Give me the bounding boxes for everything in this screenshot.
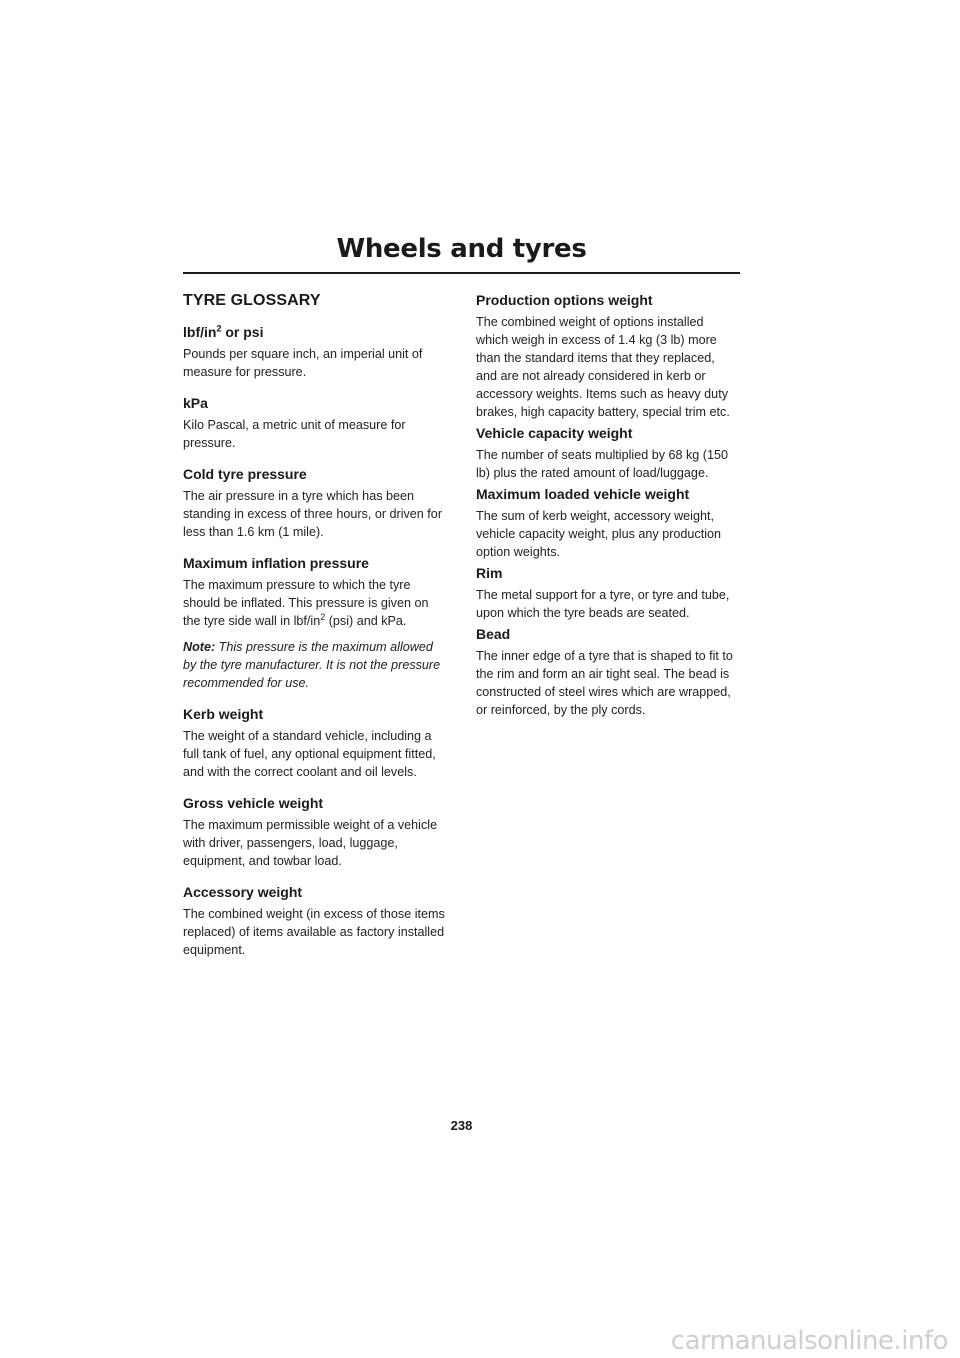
- glossary-entry: [183, 555, 445, 692]
- note: [183, 638, 445, 692]
- glossary-definition: The maximum pressure to which the tyre should be inflated. This pressure is given on the tyre side wall in lbf/$in^2$ (psi) and kPa.: [183, 578, 429, 628]
- glossary-term: Maximum loaded vehicle weight: [476, 486, 690, 502]
- glossary-entry: [476, 425, 738, 482]
- glossary-term: Cold tyre pressure: [183, 466, 307, 482]
- glossary-term: Rim: [476, 565, 503, 581]
- glossary-term: Production options weight: [476, 292, 653, 308]
- glossary-definition: The weight of a standard vehicle, including a full tank of fuel, any optional equipment fitted, and with the correct coolant and oil levels.: [183, 729, 436, 779]
- glossary-term: Vehicle capacity weight: [476, 425, 633, 441]
- glossary-definition: The combined weight of options installed which weigh in excess of 1.4 kg (3 lb) more than the standard items that they replaced, and are not already considered in kerb or accessory weights. Items such as heavy duty brakes, high capacity battery, special trim etc.: [476, 315, 730, 419]
- glossary-left-column: [183, 288, 445, 959]
- glossary-definition: The number of seats multiplied by 68 kg (150 lb) plus the rated amount of load/luggage.: [476, 448, 729, 480]
- glossary-term: kPa: [183, 395, 208, 411]
- glossary-entry: [183, 795, 445, 870]
- glossary-entry: [183, 884, 445, 959]
- page-title: Wheels and tyres: [336, 234, 587, 264]
- glossary-term: lbf/$in^2$ or psi: [183, 323, 264, 340]
- glossary-definition: Pounds per square inch, an imperial unit of measure for pressure.: [183, 347, 423, 379]
- section-title: TYRE GLOSSARY: [183, 292, 321, 309]
- glossary-entry: [183, 395, 445, 452]
- glossary-definition: The sum of kerb weight, accessory weight, vehicle capacity weight, plus any production option weights.: [476, 509, 722, 559]
- glossary-entry: [476, 486, 738, 561]
- glossary-definition: The maximum permissible weight of a vehicle with driver, passengers, load, luggage, equipment, and towbar load.: [183, 818, 438, 868]
- glossary-definition: The air pressure in a tyre which has been standing in excess of three hours, or driven for less than 1.6 km (1 mile).: [183, 489, 443, 539]
- glossary-entry: [183, 466, 445, 541]
- glossary-entry: [183, 324, 445, 381]
- glossary-term: Gross vehicle weight: [183, 795, 324, 811]
- header-divider: [183, 272, 740, 274]
- glossary-term: Kerb weight: [183, 706, 264, 722]
- note-label: Note:: [183, 640, 216, 654]
- glossary-entry: [476, 565, 738, 622]
- glossary-definition: The combined weight (in excess of those items replaced) of items available as factory installed equipment.: [183, 907, 445, 957]
- glossary-right-column: [476, 288, 738, 719]
- glossary-definition: The inner edge of a tyre that is shaped to fit to the rim and form an air tight seal. The bead is constructed of steel wires which are wrapped, or reinforced, by the ply cords.: [476, 649, 733, 717]
- glossary-entry: [183, 706, 445, 781]
- glossary-entry: [476, 626, 738, 719]
- glossary-definition: The metal support for a tyre, or tyre and tube, upon which the tyre beads are seated.: [476, 588, 730, 620]
- glossary-entry: [476, 292, 738, 421]
- glossary-definition: Kilo Pascal, a metric unit of measure for pressure.: [183, 418, 406, 450]
- glossary-term: Maximum inflation pressure: [183, 555, 369, 571]
- note-text: This pressure is the maximum allowed by the tyre manufacturer. It is not the pressure recommended for use.: [183, 640, 441, 690]
- glossary-term: Bead: [476, 626, 511, 642]
- watermark: carmanualsonline.info: [670, 1326, 948, 1356]
- page-number: 238: [450, 1118, 473, 1133]
- glossary-term: Accessory weight: [183, 884, 303, 900]
